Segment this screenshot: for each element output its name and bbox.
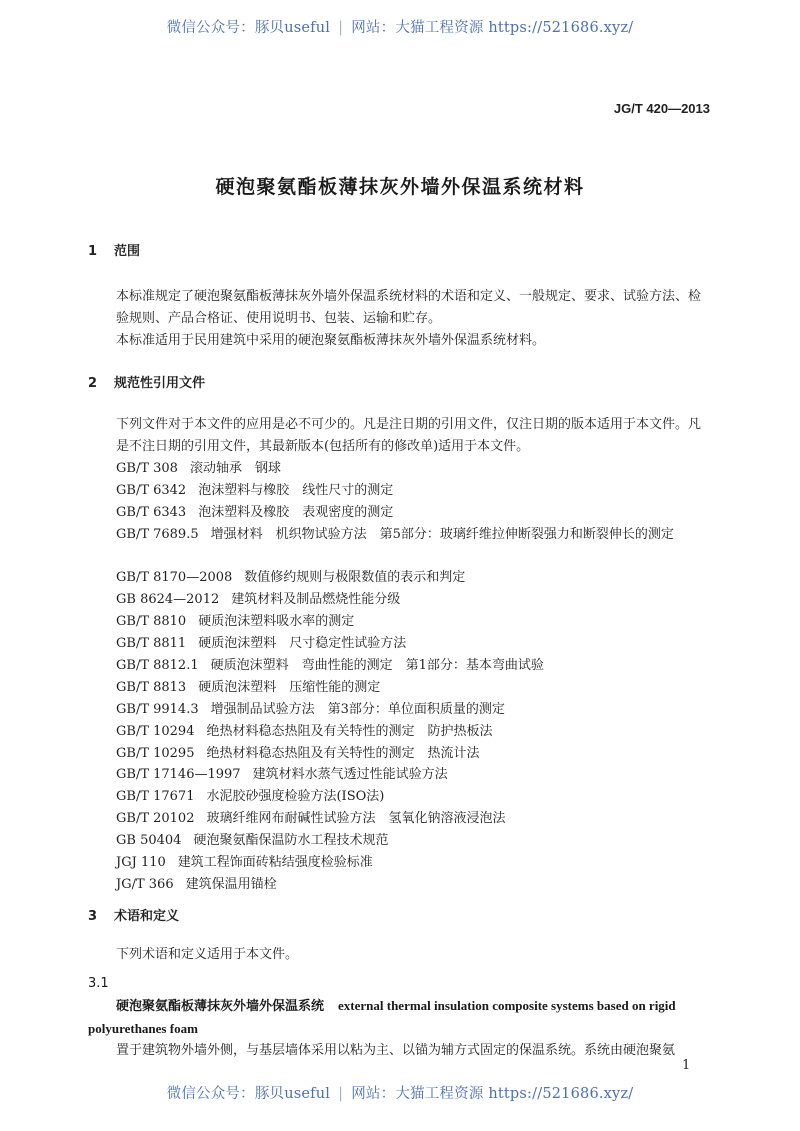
section-number: 3	[88, 909, 98, 924]
reference-item: GB/T 17146—1997 建筑材料水蒸气透过性能试验方法	[116, 767, 448, 783]
watermark-bottom	[0, 1082, 800, 1103]
reference-item: GB/T 10294 绝热材料稳态热阻及有关特性的测定 防护热板法	[116, 723, 493, 739]
document-title: 硬泡聚氨酯板薄抹灰外墙外保温系统材料	[215, 176, 585, 198]
watermark-top	[0, 16, 800, 37]
watermark-separator: |	[338, 1086, 344, 1102]
reference-item: GB/T 17671 水泥胶砂强度检验方法(ISO法)	[116, 789, 385, 805]
page-number: 1	[682, 1058, 691, 1073]
reference-item: JGJ 110 建筑工程饰面砖粘结强度检验标准	[116, 855, 373, 871]
term-definition: 置于建筑物外墙外侧，与基层墙体采用以粘为主、以锚为辅方式固定的保温系统。系统由硬泡聚氨	[116, 1043, 676, 1058]
term-chinese: 硬泡聚氨酯板薄抹灰外墙外保温系统	[116, 999, 325, 1014]
section-number: 1	[88, 244, 98, 259]
reference-item: GB/T 308 滚动轴承 钢球	[116, 461, 281, 476]
clause-number: 3.1	[88, 976, 109, 991]
reference-item: GB/T 10295 绝热材料稳态热阻及有关特性的测定 热流计法	[116, 745, 480, 761]
section-1-heading	[88, 240, 140, 259]
reference-item: GB/T 6343 泡沫塑料及橡胶 表观密度的测定	[116, 504, 394, 520]
section-number: 2	[88, 376, 98, 391]
standard-code: JG/T 420—2013	[613, 101, 710, 116]
section-1-paragraph-2: 本标准适用于民用建筑中采用的硬泡聚氨酯板薄抹灰外墙外保温系统材料。	[116, 333, 546, 348]
section-title: 术语和定义	[114, 909, 180, 924]
reference-item: JG/T 366 建筑保温用锚栓	[116, 876, 277, 892]
normative-references-list	[88, 458, 713, 896]
reference-item: GB 8624—2012 建筑材料及制品燃烧性能分级	[116, 592, 401, 608]
reference-item: GB/T 8813 硬质泡沫塑料 压缩性能的测定	[116, 679, 381, 695]
section-1-paragraph-1: 本标准规定了硬泡聚氨酯板薄抹灰外墙外保温系统材料的术语和定义、一般规定、要求、试验方法、检验规则、产品合格证、使用说明书、包装、运输和贮存。	[116, 289, 702, 326]
section-title: 规范性引用文件	[114, 376, 206, 391]
watermark-wechat: 微信公众号：豚贝useful	[166, 20, 331, 36]
section-2-intro: 下列文件对于本文件的应用是必不可少的。凡是注日期的引用文件，仅注日期的版本适用于本文件。凡是不注日期的引用文件，其最新版本(包括所有的修改单)适用于本文件。	[116, 417, 702, 454]
section-3-heading	[88, 905, 179, 924]
watermark-website: 网站：大猫工程资源 https://521686.xyz/	[351, 1086, 634, 1102]
reference-item: GB 50404 硬泡聚氨酯保温防水工程技术规范	[116, 833, 389, 849]
watermark-separator: |	[338, 20, 344, 36]
reference-item: GB/T 8810 硬质泡沫塑料吸水率的测定	[116, 614, 355, 630]
section-2-heading	[88, 372, 205, 391]
watermark-wechat: 微信公众号：豚贝useful	[166, 1086, 331, 1102]
section-3-intro: 下列术语和定义适用于本文件。	[116, 947, 299, 962]
reference-item: GB/T 9914.3 增强制品试验方法 第3部分：单位面积质量的测定	[116, 701, 505, 717]
watermark-website: 网站：大猫工程资源 https://521686.xyz/	[351, 20, 634, 36]
reference-item: GB/T 20102 玻璃纤维网布耐碱性试验方法 氢氧化钠溶液浸泡法	[116, 811, 506, 827]
reference-item: GB/T 6342 泡沫塑料与橡胶 线性尺寸的测定	[116, 482, 394, 498]
reference-item: GB/T 8170—2008 数值修约规则与极限数值的表示和判定	[116, 570, 466, 586]
term-english: external thermal insulation composite systems based on rigid polyurethanes foam	[88, 998, 676, 1036]
reference-item: GB/T 7689.5 增强材料 机织物试验方法 第5部分：玻璃纤维拉伸断裂强力和断裂伸长的测定	[116, 526, 674, 542]
section-title: 范围	[114, 244, 141, 259]
reference-item: GB/T 8811 硬质泡沫塑料 尺寸稳定性试验方法	[116, 636, 407, 652]
term-entry	[88, 995, 713, 1041]
reference-item: GB/T 8812.1 硬质泡沫塑料 弯曲性能的测定 第1部分：基本弯曲试验	[116, 658, 544, 674]
